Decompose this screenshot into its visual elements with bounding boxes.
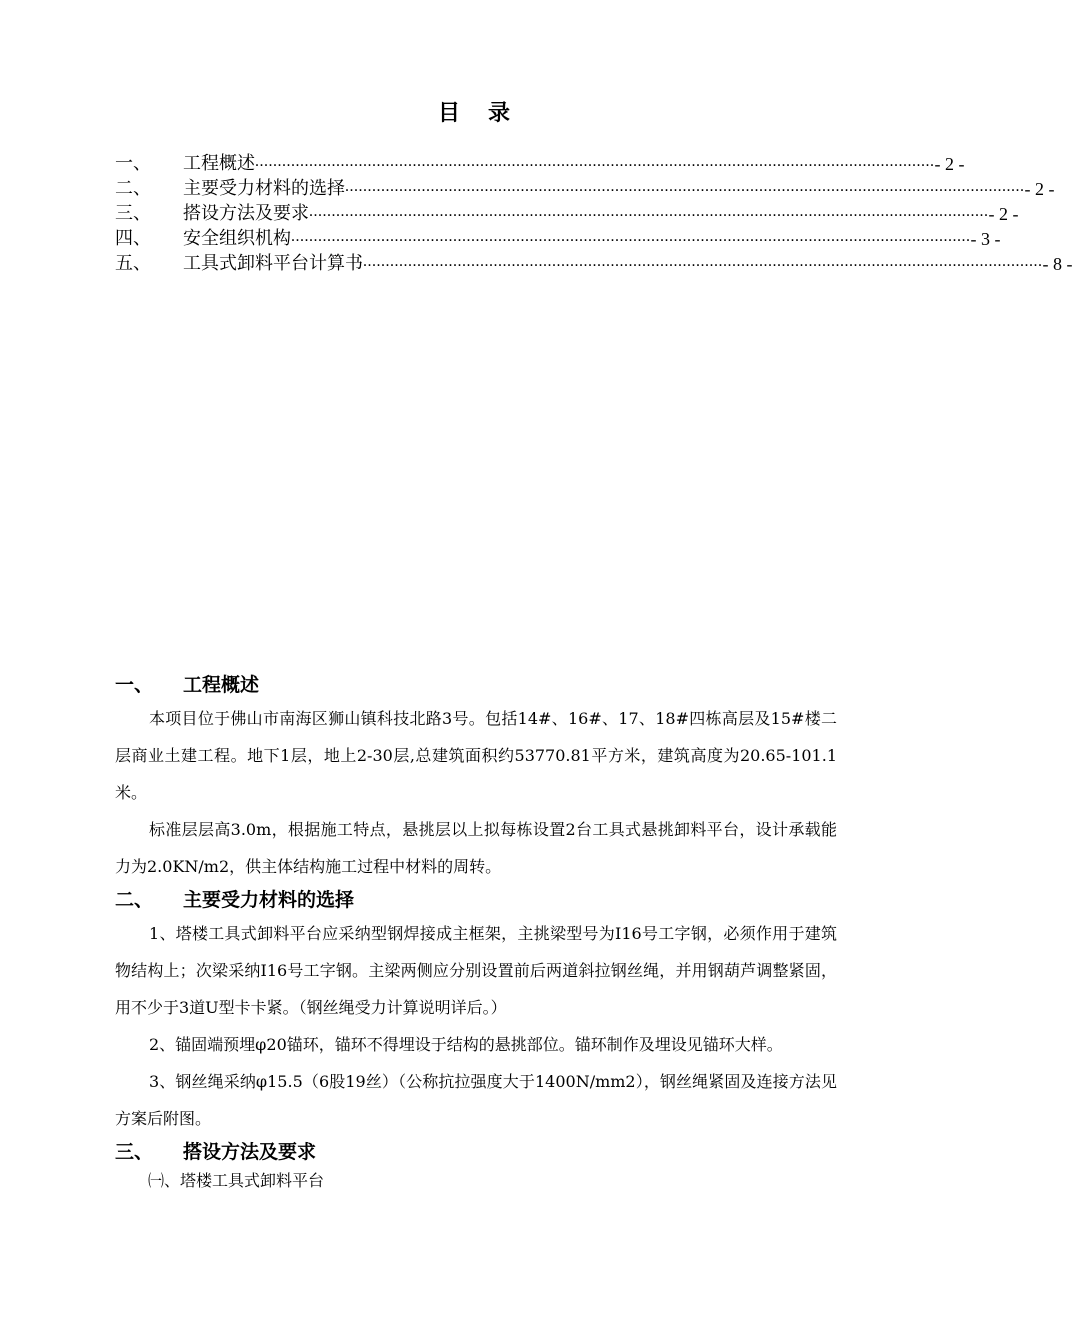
paragraph: 3、钢丝绳采纳φ15.5（6股19丝）（公称抗拉强度大于1400N/mm2），钢丝绳紧固及连接方法见方案后附图。 xyxy=(115,1072,837,1128)
toc-entry[interactable] xyxy=(115,250,1073,275)
toc-entry-page: - 2 - xyxy=(934,154,965,174)
toc-leader-dots: ....................................................................................................................................................... xyxy=(345,178,1025,195)
toc-entry-label: 工具式卸料平台计算书 xyxy=(183,253,363,274)
toc-leader-dots: ....................................................................................................................................................... xyxy=(255,153,935,170)
paragraph: 本项目位于佛山市南海区狮山镇科技北路3号。包括14#、16#、17、18#四栋高层及15#楼二层商业土建工程。地下1层，地上2-30层,总建筑面积约53770.81平方米，建筑高度为20.65-101.1米。 xyxy=(115,709,837,802)
toc-entry-label: 主要受力材料的选择 xyxy=(183,178,345,199)
paragraph: 1、塔楼工具式卸料平台应采纳型钢焊接成主框架，主挑梁型号为I16号工字钢，必须作用于建筑物结构上；次梁采纳I16号工字钢。主梁两侧应分别设置前后两道斜拉钢丝绳，并用钢葫芦调整紧固，用不少于3道U型卡卡紧。（钢丝绳受力计算说明详后。） xyxy=(115,924,837,1017)
toc-entry-label: 安全组织机构 xyxy=(183,228,291,249)
toc-title-char2: 录 xyxy=(488,101,513,126)
section-number: 一、 xyxy=(115,674,154,696)
toc-title xyxy=(0,96,950,127)
paragraph: 2、锚固端预埋φ20锚环，锚环不得埋设于结构的悬挑部位。锚环制作及埋设见锚环大样。 xyxy=(149,1035,783,1054)
section-number: 三、 xyxy=(115,1141,154,1163)
toc-entry-number: 五、 xyxy=(115,253,151,274)
subsection-heading: ㈠、塔楼工具式卸料平台 xyxy=(148,1171,325,1190)
toc-entry[interactable] xyxy=(115,200,1019,225)
toc-entry-number: 二、 xyxy=(115,178,151,199)
table-of-contents xyxy=(115,150,1073,275)
toc-leader-dots: ....................................................................................................................................................... xyxy=(309,203,989,220)
section-heading-1 xyxy=(115,670,837,700)
toc-entry-number: 一、 xyxy=(115,153,151,174)
document-body xyxy=(115,670,837,1195)
toc-entry[interactable] xyxy=(115,175,1055,200)
section-title: 主要受力材料的选择 xyxy=(183,889,355,911)
paragraph: 标准层层高3.0m，根据施工特点，悬挑层以上拟每栋设置2台工具式悬挑卸料平台，设计承载能力为2.0KN/m2，供主体结构施工过程中材料的周转。 xyxy=(115,820,837,876)
section-title: 工程概述 xyxy=(183,674,260,696)
toc-leader-dots: ....................................................................................................................................................... xyxy=(291,228,971,245)
toc-entry-label: 工程概述 xyxy=(183,153,255,174)
section-title: 搭设方法及要求 xyxy=(183,1141,317,1163)
section-number: 二、 xyxy=(115,889,154,911)
toc-entry[interactable] xyxy=(115,150,965,175)
toc-entry-number: 三、 xyxy=(115,203,151,224)
toc-entry-page: - 2 - xyxy=(1024,179,1055,199)
section-heading-2 xyxy=(115,885,837,915)
toc-leader-dots: ....................................................................................................................................................... xyxy=(363,253,1043,270)
toc-entry-label: 搭设方法及要求 xyxy=(183,203,309,224)
section-heading-3 xyxy=(115,1137,837,1167)
toc-entry-number: 四、 xyxy=(115,228,151,249)
toc-entry[interactable] xyxy=(115,225,1001,250)
toc-title-char1: 目 xyxy=(437,101,462,126)
toc-entry-page: - 3 - xyxy=(970,229,1001,249)
toc-entry-page: - 2 - xyxy=(988,204,1019,224)
toc-entry-page: - 8 - xyxy=(1042,254,1073,274)
